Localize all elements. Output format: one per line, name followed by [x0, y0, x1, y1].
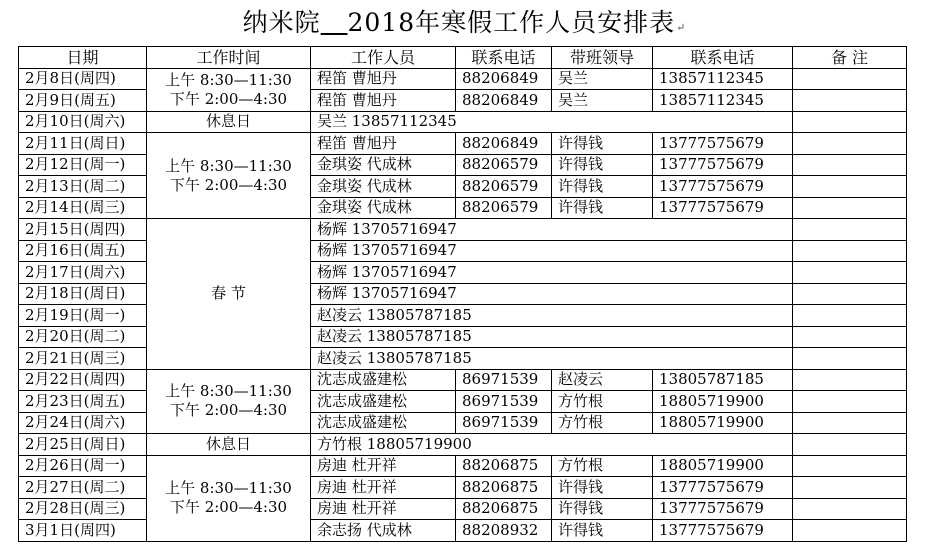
table-row	[19, 68, 907, 90]
header-leader: 带班领导	[552, 47, 653, 69]
remarks-cell	[793, 391, 907, 413]
title-year: 2018	[347, 8, 416, 37]
phone-cell: 88206579	[456, 154, 552, 176]
morning-time: 上午 8:30—11:30	[165, 479, 292, 497]
staff-cell: 房迪 杜开祥	[311, 498, 456, 520]
table-row	[19, 133, 907, 155]
leader-phone-cell: 13777575679	[653, 197, 793, 219]
leader-cell: 吴兰	[552, 90, 653, 112]
remarks-cell	[793, 434, 907, 456]
date-cell: 2月16日(周五)	[19, 240, 147, 262]
work-time-cell	[147, 434, 311, 456]
page-title: 纳米院 2018年寒假工作人员安排表↵	[242, 8, 687, 37]
header-date: 日期	[19, 47, 147, 69]
phone-cell: 88206875	[456, 498, 552, 520]
staff-cell: 程笛 曹旭丹	[311, 133, 456, 155]
morning-time: 上午 8:30—11:30	[165, 382, 292, 401]
date-cell: 2月23日(周五)	[19, 391, 147, 413]
work-time-cell	[147, 455, 311, 541]
remarks-cell	[793, 240, 907, 262]
staff-cell: 金琪姿 代成林	[311, 176, 456, 198]
schedule-body	[19, 68, 907, 541]
morning-time: 上午 8:30—11:30	[165, 70, 292, 89]
header-remarks: 备 注	[793, 47, 907, 69]
date-cell: 2月13日(周二)	[19, 176, 147, 198]
remarks-cell	[793, 520, 907, 542]
table-row	[19, 111, 907, 133]
leader-cell: 赵凌云	[552, 369, 653, 391]
remarks-cell	[793, 197, 907, 219]
remarks-cell	[793, 176, 907, 198]
remarks-cell	[793, 326, 907, 348]
table-row	[19, 369, 907, 391]
header-phone: 联系电话	[456, 47, 552, 69]
leader-cell: 许得钱	[552, 176, 653, 198]
merged-staff-cell: 杨辉 13705716947	[311, 240, 793, 262]
header-staff: 工作人员	[311, 47, 456, 69]
phone-cell: 88206849	[456, 133, 552, 155]
staff-cell: 沈志成盛建松	[311, 412, 456, 434]
phone-cell: 88208932	[456, 520, 552, 542]
phone-cell: 88206579	[456, 176, 552, 198]
leader-phone-cell: 18805719900	[653, 455, 793, 477]
title-rest: 年寒假工作人员安排表	[415, 8, 676, 37]
remarks-cell	[793, 133, 907, 155]
afternoon-time: 下午 2:00—4:30	[169, 401, 288, 420]
date-cell: 2月8日(周四)	[19, 68, 147, 90]
remarks-cell	[793, 283, 907, 305]
header-row	[19, 47, 907, 69]
work-time-cell	[147, 369, 311, 434]
merged-staff-cell: 方竹根 18805719900	[311, 434, 793, 456]
remarks-cell	[793, 90, 907, 112]
merged-staff-cell: 杨辉 13705716947	[311, 283, 793, 305]
merged-staff-cell: 赵凌云 13805787185	[311, 348, 793, 370]
schedule-table	[18, 46, 907, 542]
remarks-cell	[793, 111, 907, 133]
staff-cell: 金琪姿 代成林	[311, 197, 456, 219]
leader-cell: 方竹根	[552, 391, 653, 413]
staff-cell: 程笛 曹旭丹	[311, 68, 456, 90]
leader-phone-cell: 13777575679	[653, 133, 793, 155]
staff-cell: 房迪 杜开祥	[311, 477, 456, 499]
rest-day-label: 休息日	[205, 112, 251, 131]
leader-phone-cell: 13857112345	[653, 90, 793, 112]
phone-cell: 88206849	[456, 90, 552, 112]
date-cell: 2月19日(周一)	[19, 305, 147, 327]
staff-cell: 沈志成盛建松	[311, 369, 456, 391]
merged-staff-cell: 杨辉 13705716947	[311, 262, 793, 284]
work-time-cell	[147, 219, 311, 370]
date-cell: 2月26日(周一)	[19, 455, 147, 477]
date-cell: 2月12日(周一)	[19, 154, 147, 176]
date-cell: 2月10日(周六)	[19, 111, 147, 133]
leader-phone-cell: 13777575679	[653, 520, 793, 542]
header-leader-phone: 联系电话	[653, 47, 793, 69]
date-cell: 2月9日(周五)	[19, 90, 147, 112]
date-cell: 2月11日(周日)	[19, 133, 147, 155]
leader-phone-cell: 13777575679	[653, 154, 793, 176]
leader-phone-cell: 18805719900	[653, 391, 793, 413]
afternoon-time: 下午 2:00—4:30	[169, 498, 288, 516]
title-prefix: 纳米院	[242, 8, 321, 37]
phone-cell: 88206875	[456, 455, 552, 477]
phone-cell: 86971539	[456, 391, 552, 413]
date-cell: 2月20日(周二)	[19, 326, 147, 348]
staff-cell: 房迪 杜开祥	[311, 455, 456, 477]
header-work-time: 工作时间	[147, 47, 311, 69]
leader-phone-cell: 13777575679	[653, 498, 793, 520]
leader-cell: 许得钱	[552, 133, 653, 155]
date-cell: 2月27日(周二)	[19, 477, 147, 499]
table-row	[19, 219, 907, 241]
remarks-cell	[793, 369, 907, 391]
phone-cell: 86971539	[456, 369, 552, 391]
remarks-cell	[793, 348, 907, 370]
leader-phone-cell: 13777575679	[653, 176, 793, 198]
table-row	[19, 434, 907, 456]
afternoon-time: 下午 2:00—4:30	[169, 89, 288, 108]
leader-cell: 吴兰	[552, 68, 653, 90]
merged-staff-cell: 赵凌云 13805787185	[311, 305, 793, 327]
leader-phone-cell: 13857112345	[653, 68, 793, 90]
date-cell: 2月14日(周三)	[19, 197, 147, 219]
leader-cell: 方竹根	[552, 455, 653, 477]
date-cell: 2月15日(周四)	[19, 219, 147, 241]
leader-cell: 许得钱	[552, 477, 653, 499]
phone-cell: 86971539	[456, 412, 552, 434]
table-row	[19, 455, 907, 477]
remarks-cell	[793, 477, 907, 499]
work-time-cell	[147, 68, 311, 111]
spring-festival-label: 春 节	[211, 284, 246, 303]
staff-cell: 沈志成盛建松	[311, 391, 456, 413]
phone-cell: 88206579	[456, 197, 552, 219]
remarks-cell	[793, 305, 907, 327]
leader-cell: 许得钱	[552, 197, 653, 219]
morning-time: 上午 8:30—11:30	[165, 156, 292, 175]
remarks-cell	[793, 498, 907, 520]
date-cell: 2月22日(周四)	[19, 369, 147, 391]
merged-staff-cell: 杨辉 13705716947	[311, 219, 793, 241]
leader-phone-cell: 18805719900	[653, 412, 793, 434]
merged-staff-cell: 吴兰 13857112345	[311, 111, 793, 133]
date-cell: 2月18日(周日)	[19, 283, 147, 305]
work-time-cell	[147, 133, 311, 219]
leader-phone-cell: 13777575679	[653, 477, 793, 499]
date-cell: 2月17日(周六)	[19, 262, 147, 284]
date-cell: 2月25日(周日)	[19, 434, 147, 456]
leader-cell: 许得钱	[552, 520, 653, 542]
date-cell: 2月21日(周三)	[19, 348, 147, 370]
leader-cell: 方竹根	[552, 412, 653, 434]
work-time-cell	[147, 111, 311, 133]
remarks-cell	[793, 219, 907, 241]
remarks-cell	[793, 412, 907, 434]
remarks-cell	[793, 455, 907, 477]
phone-cell: 88206849	[456, 68, 552, 90]
remarks-cell	[793, 154, 907, 176]
afternoon-time: 下午 2:00—4:30	[169, 175, 288, 194]
merged-staff-cell: 赵凌云 13805787185	[311, 326, 793, 348]
rest-day-label: 休息日	[205, 434, 251, 453]
date-cell: 3月1日(周四)	[19, 520, 147, 542]
leader-cell: 许得钱	[552, 498, 653, 520]
remarks-cell	[793, 68, 907, 90]
leader-cell: 许得钱	[552, 154, 653, 176]
staff-cell: 程笛 曹旭丹	[311, 90, 456, 112]
leader-phone-cell: 13805787185	[653, 369, 793, 391]
phone-cell: 88206875	[456, 477, 552, 499]
staff-cell: 金琪姿 代成林	[311, 154, 456, 176]
remarks-cell	[793, 262, 907, 284]
date-cell: 2月24日(周六)	[19, 412, 147, 434]
date-cell: 2月28日(周三)	[19, 498, 147, 520]
staff-cell: 余志扬 代成林	[311, 520, 456, 542]
